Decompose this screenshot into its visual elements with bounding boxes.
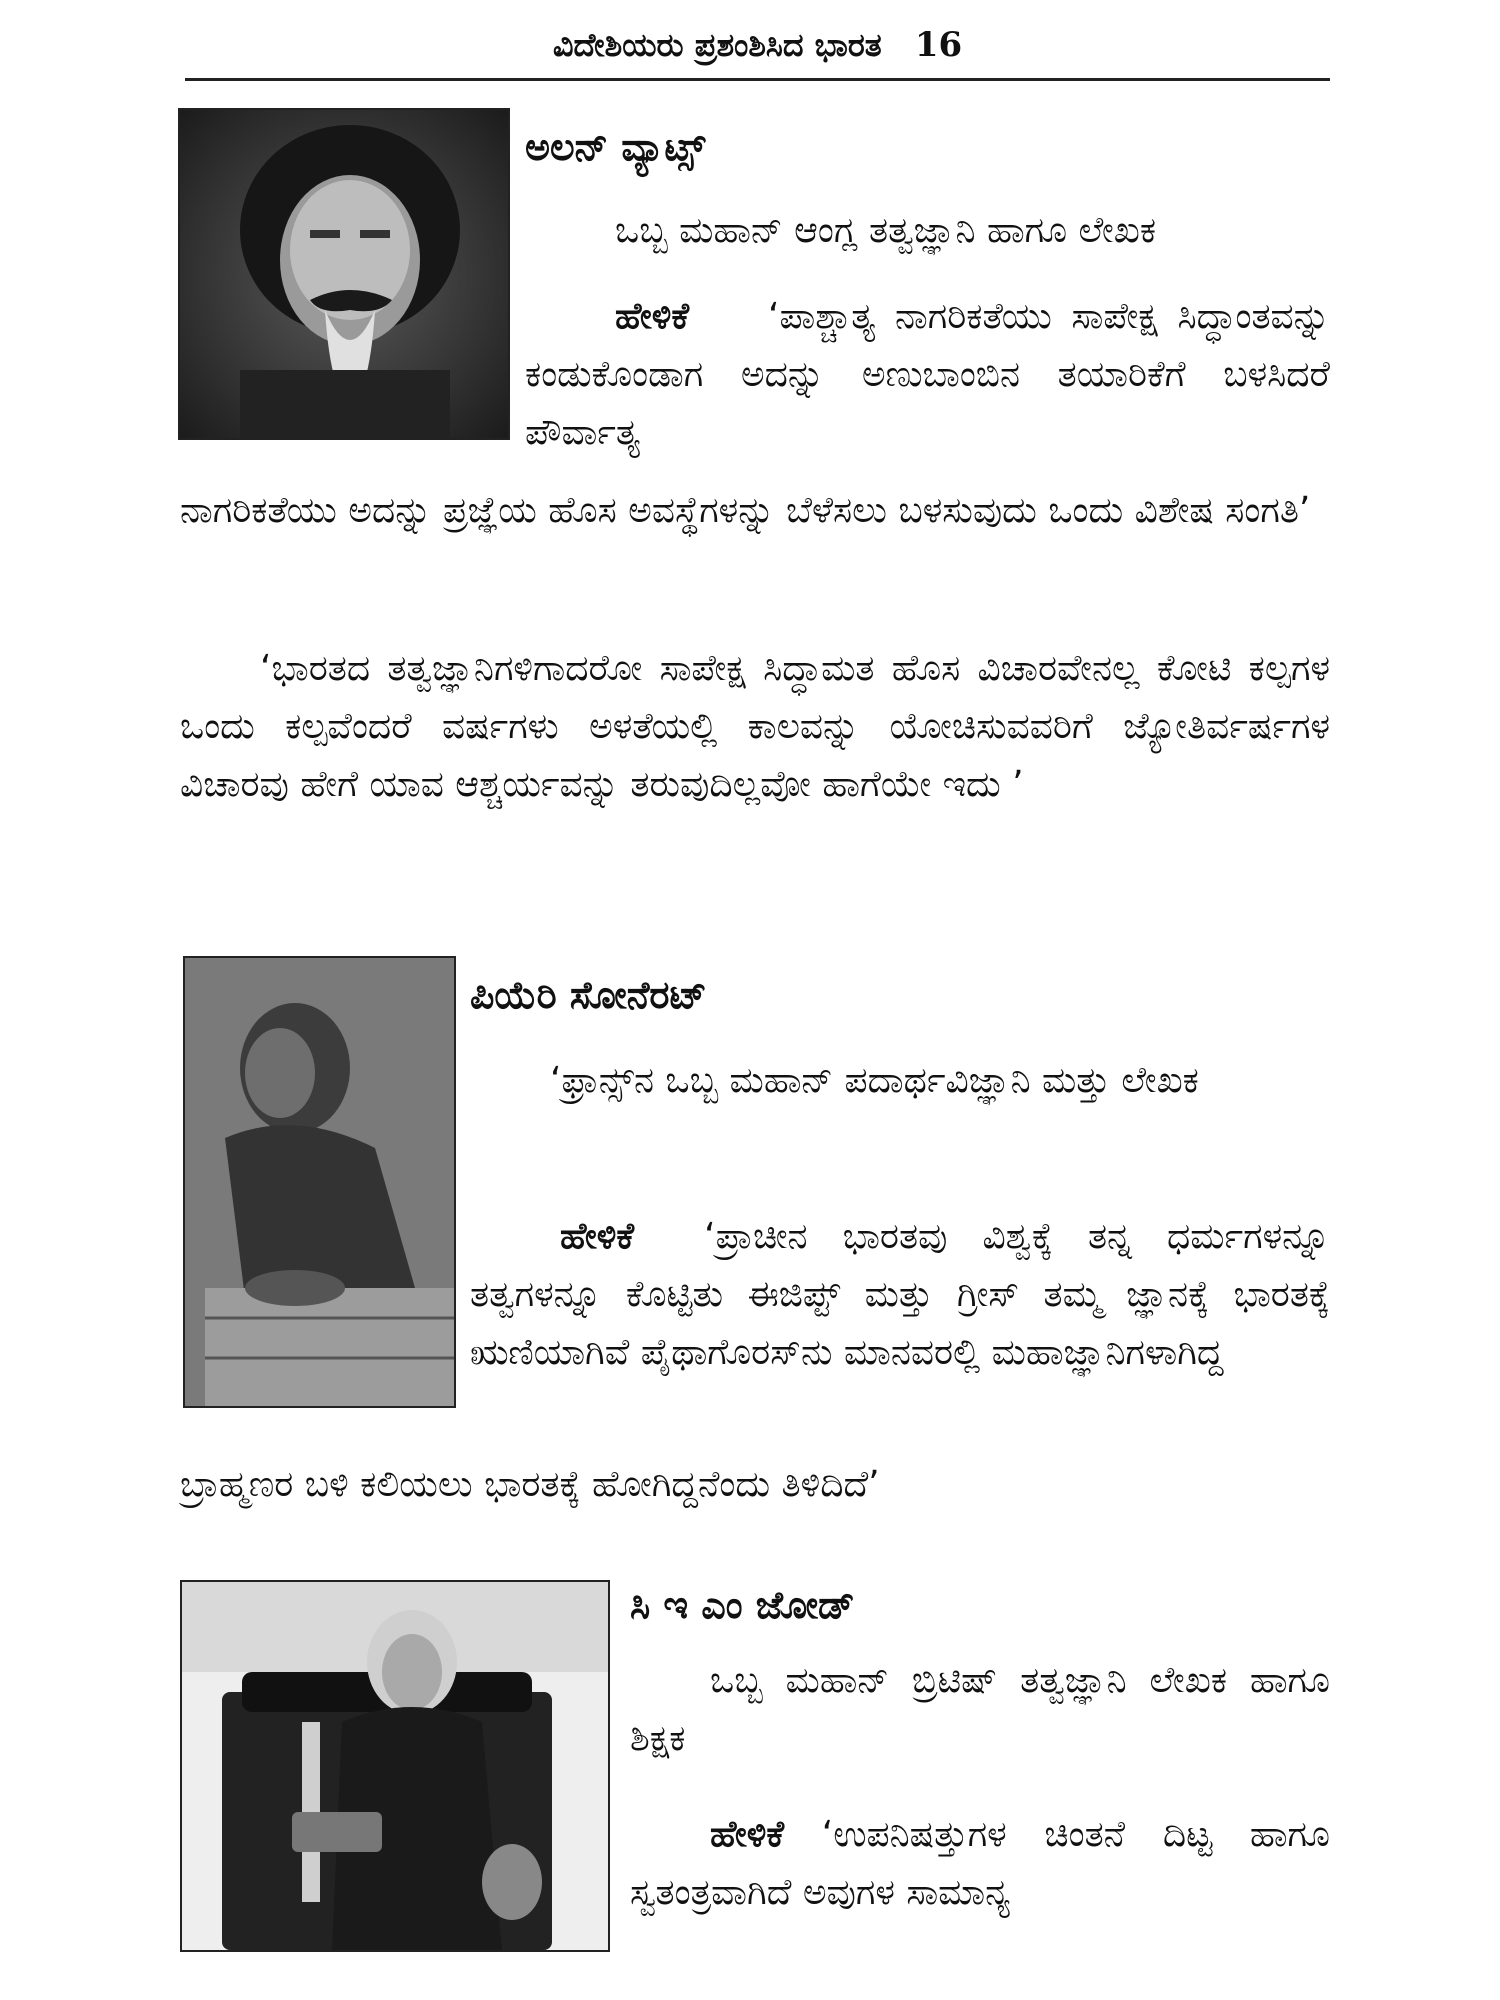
quote-paragraph — [630, 1806, 1330, 1922]
page-header — [185, 20, 1330, 81]
portrait-cem-joad — [180, 1580, 610, 1952]
page-number: 16 — [914, 25, 963, 65]
person-description — [525, 202, 1325, 260]
quote-paragraph-continued: ನಾಗರಿಕತೆಯು ಅದನ್ನು ಪ್ರಜ್ಞೆಯ ಹೊಸ ಅವಸ್ಥೆಗಳನ್ನು ಬೆಳೆಸಲು ಬಳಸುವುದು ಒಂದು ವಿಶೇಷ ಸಂಗತಿ’ — [180, 490, 1311, 531]
book-title: ವಿದೇಶಿಯರು ಪ್ರಶಂಶಿಸಿದ ಭಾರತ — [552, 26, 882, 64]
quote-paragraph — [470, 1208, 1330, 1382]
portrait-alan-watts — [178, 108, 510, 440]
quote-label: ಹೇಳಿಕೆ — [710, 1814, 785, 1855]
quote-text: ‘ಉಪನಿಷತ್ತುಗಳ ಚಿಂತನೆ ದಿಟ್ಟ ಹಾಗೂ ಸ್ವತಂತ್ರವಾಗಿದೆ ಅವುಗಳ ಸಾಮಾನ್ಯ — [630, 1814, 1330, 1913]
quote-paragraph-continued: ಬ್ರಾಹ್ಮಣರ ಬಳಿ ಕಲಿಯಲು ಭಾರತಕ್ಕೆ ಹೋಗಿದ್ದನೆಂದು ತಿಳಿದಿದೆ’ — [180, 1464, 880, 1505]
portrait-cem-joad-image — [182, 1582, 608, 1950]
portrait-pierre-sonnerat — [183, 956, 456, 1408]
portrait-pierre-sonnerat-image — [185, 958, 454, 1406]
description-text: ಒಬ್ಬ ಮಹಾನ್ ಆಂಗ್ಲ ತತ್ವಜ್ಞಾನಿ ಹಾಗೂ ಲೇಖಕ — [615, 210, 1157, 251]
person-description: ಒಬ್ಬ ಮಹಾನ್ ಬ್ರಿಟಿಷ್ ತತ್ವಜ್ಞಾನಿ ಲೇಖಕ ಹಾಗೂ ಶಿಕ್ಷಕ — [630, 1660, 1330, 1759]
person-name: ಪಿಯೆರಿ ಸೋನೆರಟ್ — [470, 973, 707, 1017]
person-name: ಸಿ ಇ ಎಂ ಜೋಡ್ — [630, 1583, 855, 1627]
quote-label: ಹೇಳಿಕೆ — [615, 296, 690, 337]
quote-text-start: ‘ಪ್ರಾಚೀನ ಭಾರತವು ವಿಶ್ವಕ್ಕೆ ತನ್ನ ಧರ್ಮಗಳನ್ನೂ ತತ್ವಗಳನ್ನೂ ಕೊಟ್ಟಿತು ಈಜಿಪ್ಟ್ ಮತ್ತು ಗ್ರೀಸ್ ತಮ್ಮ ಜ್ಞಾನಕ್ಕೆ ಭಾರತಕ್ಕೆ ಋಣಿಯಾಗಿವೆ ಪೈಥಾಗೊರಸ್‌ನು ಮಾನವರಲ್ಲಿ ಮಹಾಜ್ಞಾನಿಗಳಾಗಿದ್ದ — [470, 1216, 1330, 1373]
portrait-alan-watts-image — [180, 110, 508, 438]
person-name: ಅಲನ್ ವ್ಯಾಟ್ಸ್ — [525, 125, 706, 169]
person-description: ‘ಫ್ರಾನ್ಸ್‌ನ ಒಬ್ಬ ಮಹಾನ್ ಪದಾರ್ಥವಿಜ್ಞಾನಿ ಮತ್ತು ಲೇಖಕ — [550, 1060, 1199, 1101]
quote-paragraph-2: ‘ಭಾರತದ ತತ್ವಜ್ಞಾನಿಗಳಿಗಾದರೋ ಸಾಪೇಕ್ಷ ಸಿದ್ಧಾಮತ ಹೊಸ ವಿಚಾರವೇನಲ್ಲ ಕೋಟಿ ಕಲ್ಪಗಳ ಒಂದು ಕಲ್ಪವೆಂದರೆ ವರ್ಷಗಳು ಅಳತೆಯಲ್ಲಿ ಕಾಲವನ್ನು ಯೋಚಿಸುವವರಿಗೆ ಜ್ಯೋತಿರ್ವರ್ಷಗಳ ವಿಚಾರವು ಹೇಗೆ ಯಾವ ಆಶ್ಚರ್ಯವನ್ನು ತರುವುದಿಲ್ಲವೋ ಹಾಗೆಯೇ ಇದು ’ — [180, 648, 1330, 805]
quote-text-start: ‘ಪಾಶ್ಚಾತ್ಯ ನಾಗರಿಕತೆಯು ಸಾಪೇಕ್ಷ ಸಿದ್ಧಾಂತವನ್ನು ಕಂಡುಕೊಂಡಾಗ ಅದನ್ನು ಅಣುಬಾಂಬಿನ ತಯಾರಿಕೆಗೆ ಬಳಸಿದರೆ ಪೌರ್ವಾತ್ಯ — [525, 296, 1330, 453]
quote-label: ಹೇಳಿಕೆ — [560, 1216, 635, 1257]
quote-paragraph — [525, 288, 1330, 462]
